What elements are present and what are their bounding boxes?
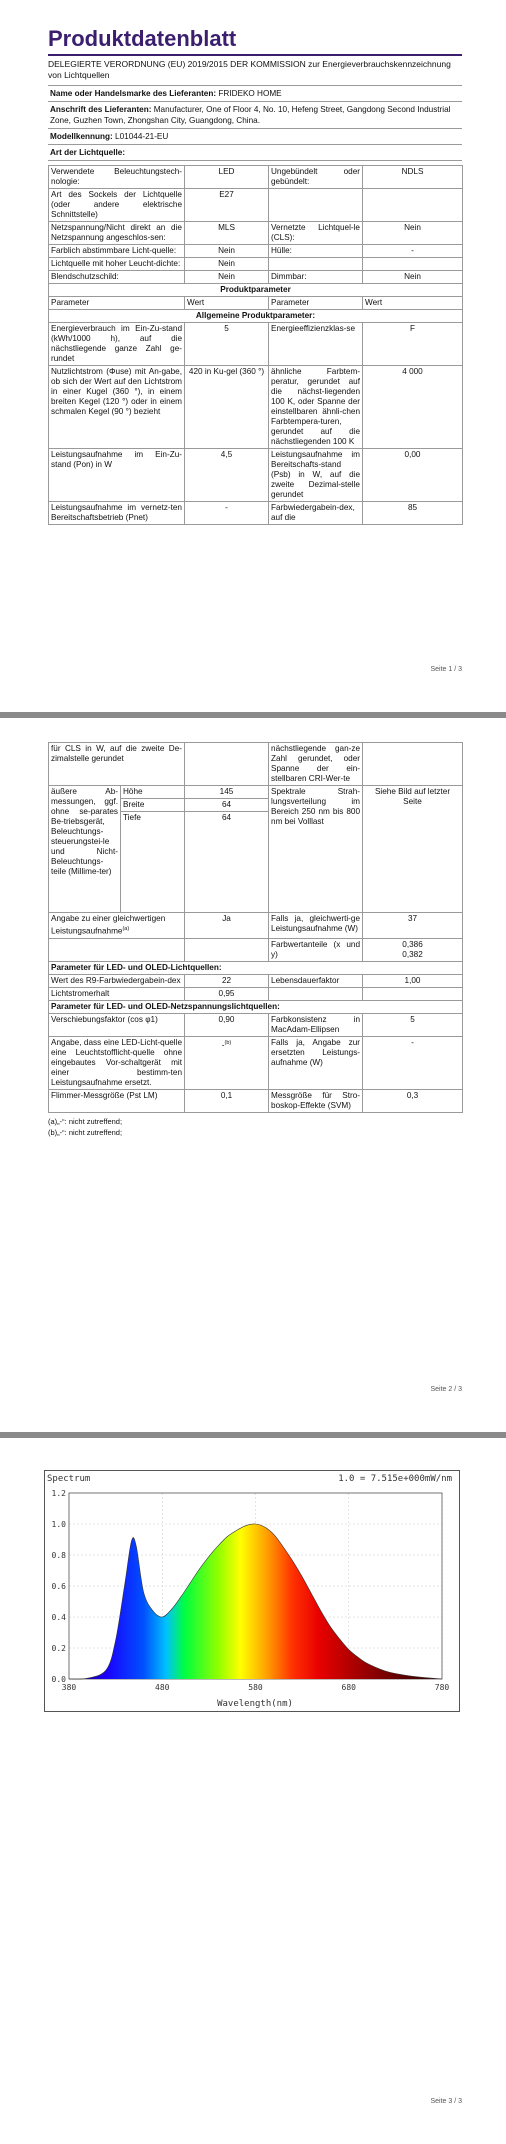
spectral-label: Spektrale Strah-lungsverteilung im Bereich 250 nm bis 800 nm bei Volllast [269,786,363,913]
supplier-label: Name oder Handelsmarke des Lieferanten: [50,89,217,98]
type-row [48,145,462,161]
cell-value: Nein [185,245,269,258]
cell-label: Messgröße für Stro-boskop-Effekte (SVM) [269,1089,363,1112]
table-row [49,786,463,799]
section-header: Allgemeine Produktparameter: [49,310,463,323]
cell-empty [49,938,185,961]
cell-value: - [221,1040,225,1050]
cell-value: 0,95 [185,987,269,1000]
section-header: Parameter für LED- und OLED-Netzspannungslichtquellen: [49,1000,463,1013]
cell-label: Art des Sockels der Lichtquelle (oder andere elektrische Schnittstelle) [49,189,185,222]
cell-label: Blendschutzschild: [49,271,185,284]
footnote-ref: (a) [122,926,130,932]
dimension-name: Breite [121,799,185,812]
cell-empty [363,189,463,222]
dimension-value: 64 [185,812,269,913]
cell-label: Farbwiedergabein-dex, auf die [269,502,363,525]
cell-label: Energieverbrauch im Ein-Zu-stand (kWh/1000 h), auf die nächstliegende ganze Zahl ge-rundet [49,323,185,366]
cell-value: 0,00 [363,449,463,502]
cell-value: - [363,1036,463,1089]
cell-value: 22 [185,974,269,987]
type-label: Art der Lichtquelle: [50,148,126,157]
cell-value: - [363,245,463,258]
table-row [49,284,463,297]
cell-label: Leistungsaufnahme im Ein-Zu-stand (Pon) in W [49,449,185,502]
cell-label: Falls ja, gleichwerti-ge Leistungsaufnahme (W) [269,913,363,939]
cell-empty [185,743,269,786]
supplier-info [48,85,462,161]
chromaticity-x: 0,386 [402,939,423,949]
chart-title: Spectrum [47,1474,91,1484]
page-number: Seite 2 / 3 [430,1386,462,1393]
table-row [49,1013,463,1036]
cell-value: 4 000 [363,366,463,449]
cell-label: Falls ja, Angabe zur ersetzten Leistungs-aufnahme (W) [269,1036,363,1089]
y-tick-label: 0.8 [51,1551,66,1560]
table-row [49,743,463,786]
cell-value: 37 [363,913,463,939]
table-row [49,961,463,974]
cell-label: Ungebündelt oder gebündelt: [269,166,363,189]
cell-value: Nein [363,271,463,284]
cell-empty [363,743,463,786]
y-tick-label: 0.6 [51,1582,66,1591]
cell-label: Farbkonsistenz in MacAdam-Ellipsen [269,1013,363,1036]
cell-value: 0,1 [185,1089,269,1112]
table-row [49,913,463,939]
cell-label: ähnliche Farbtem-peratur, gerundet auf die nächst-liegenden 100 K, oder Spanne der einstellbaren ähnli-chen Farbtempera-turen, gerundet auf die nächstliegenden 100 K [269,366,363,449]
address-row [48,102,462,129]
chromaticity-y: 0,382 [402,949,423,959]
chromaticity-value [363,938,463,961]
cell-label: Vernetzte Lichtquel-le (CLS): [269,222,363,245]
y-tick-label: 1.0 [51,1520,66,1529]
table-row [49,222,463,245]
page-2-content [48,742,462,1138]
cell-value: Nein [185,258,269,271]
table-row [49,166,463,189]
model-row [48,129,462,145]
cell-label: für CLS in W, auf die zweite De-zimalstelle gerundet [49,743,185,786]
cell-label: Leistungsaufnahme im vernetz-ten Bereitschaftsbetrieb (Pnet) [49,502,185,525]
table-row [49,271,463,284]
dimension-name: Tiefe [121,812,185,913]
column-header: Parameter [269,297,363,310]
page-2 [0,718,506,1432]
cell-label: Leistungsaufnahme im Bereitschafts-stand (Psb) in W, auf die zweite Dezimal-stelle gerundet [269,449,363,502]
footnote-b: (b)„-“: nicht zutreffend; [48,1127,123,1137]
cell-label: Energieeffizienzklas-se [269,323,363,366]
cell-label: Verwendete Beleuchtungstech-nologie: [49,166,185,189]
replacement-value [185,1036,269,1089]
regulation-text: DELEGIERTE VERORDNUNG (EU) 2019/2015 DER KOMMISSION zur Energieverbrauchskennzeichnung von Lichtquellen [48,59,451,80]
table-row [49,258,463,271]
model-label: Modellkennung: [50,132,113,141]
footnote-a: (a)„-“: nicht zutreffend; [48,1116,123,1126]
supplier-value: FRIDEKO HOME [218,89,282,98]
table-row [49,1036,463,1089]
x-tick-label: 780 [434,1683,450,1692]
dimension-value: 145 [185,786,269,799]
cell-empty [185,938,269,961]
dimension-name: Höhe [121,786,185,799]
spectral-value: Siehe Bild auf letzter Seite [363,786,463,913]
cell-label: Nutzlichtstrom (Φuse) mit An-gabe, ob sich der Wert auf den Lichtstrom in einer Kugel (360 °), in einem breiten Kegel (120 °) oder in einem schmalen Kegel (90 °) bezieht [49,366,185,449]
y-tick-label: 0.4 [51,1613,66,1622]
table-row [49,449,463,502]
cell-value: Ja [185,913,269,939]
cell-value: 85 [363,502,463,525]
page-3 [0,1438,506,2144]
table-row [49,1089,463,1112]
cell-empty [269,258,363,271]
footnote-ref: (b) [224,1039,232,1046]
address-value: Manufacturer, One of Floor 4, No. 10, Hefeng Street, Gangdong Second Industrial Zone, Guzhen Town, Zhongshan City, Guangdong, China. [50,105,451,125]
x-tick-label: 480 [155,1683,170,1692]
cell-value: Nein [363,222,463,245]
light-source-table [48,165,463,525]
dimensions-label: äußere Ab-messungen, ggf. ohne se-parates Be-triebsgerät, Beleuchtungs-steuerungstei-le und Nicht-Beleuchtungs-teile (Millime-ter) [49,786,121,913]
table-row [49,323,463,366]
cell-value: 4,5 [185,449,269,502]
cell-label: Netzspannung/Nicht direkt an die Netzspannung angeschlos-sen: [49,222,185,245]
table-row [49,366,463,449]
cell-label: Farblich abstimmbare Licht-quelle: [49,245,185,258]
cell-value: 5 [185,323,269,366]
column-header: Wert [363,297,463,310]
spectrum-chart [44,1470,460,1712]
section-header: Produktparameter [49,284,463,297]
section-header: Parameter für LED- und OLED-Lichtquellen: [49,961,463,974]
cell-label: Farbwertanteile (x und y) [269,938,363,961]
table-row [49,189,463,222]
table-row [49,245,463,258]
cell-value: MLS [185,222,269,245]
cell-value: Nein [185,271,269,284]
parameters-table-continued [48,742,463,1113]
cell-empty [363,258,463,271]
cell-value: 0,90 [185,1013,269,1036]
y-tick-label: 0.2 [51,1644,66,1653]
page-1-content [48,26,462,525]
x-axis-label: Wavelength(nm) [217,1699,293,1709]
cell-value: 0,3 [363,1089,463,1112]
x-tick-label: 380 [61,1683,77,1692]
chart-annotation: 1.0 = 7.515e+000mW/nm [338,1474,452,1484]
cell-value: 1,00 [363,974,463,987]
cell-value: LED [185,166,269,189]
supplier-row [48,86,462,102]
model-value: L01044-21-EU [115,132,169,141]
cell-value: - [185,502,269,525]
cell-label: Lichtquelle mit hoher Leucht-dichte: [49,258,185,271]
equivalent-power-text: Angabe zu einer gleichwertigen Leistungsaufnahme [51,914,166,936]
page-number: Seite 1 / 3 [430,666,462,673]
cell-label: Angabe, dass eine LED-Licht-quelle eine Leuchtstofflicht-quelle ohne eingebautes Vor-schaltgerät mit einer bestimm-ten Leistungsaufnahme ersetzt. [49,1036,185,1089]
cell-empty [363,987,463,1000]
y-tick-label: 0.0 [51,1675,66,1684]
cell-value: 420 in Ku-gel (360 °) [185,366,269,449]
cell-label: Flimmer-Messgröße (Pst LM) [49,1089,185,1112]
title-rule [48,54,462,56]
cell-value: NDLS [363,166,463,189]
cell-empty [269,189,363,222]
address-label: Anschrift des Lieferanten: [50,105,152,114]
page-number: Seite 3 / 3 [430,2098,462,2105]
table-row [49,938,463,961]
table-header-row [49,297,463,310]
cell-label: nächstliegende gan-ze Zahl gerundet, oder Spanne der ein-stellbaren CRI-Wer-te [269,743,363,786]
y-tick-label: 1.2 [51,1489,66,1498]
cell-label: Lebensdauerfaktor [269,974,363,987]
column-header: Parameter [49,297,185,310]
page-title: Produktdatenblatt [48,26,237,51]
cell-label: Verschiebungsfaktor (cos φ1) [49,1013,185,1036]
cell-value: 5 [363,1013,463,1036]
column-header: Wert [185,297,269,310]
x-tick-label: 680 [341,1683,356,1692]
dimension-value: 64 [185,799,269,812]
x-tick-label: 580 [248,1683,263,1692]
cell-label: Hülle: [269,245,363,258]
cell-label: Lichtstromerhalt [49,987,185,1000]
table-row [49,1000,463,1013]
cell-value: F [363,323,463,366]
cell-value: E27 [185,189,269,222]
table-row [49,502,463,525]
table-row [49,987,463,1000]
cell-label: Wert des R9-Farbwiedergabein-dex [49,974,185,987]
equivalent-power-label [49,913,185,939]
table-row [49,974,463,987]
table-row [49,310,463,323]
page-1 [0,0,506,712]
cell-empty [269,987,363,1000]
cell-label: Dimmbar: [269,271,363,284]
